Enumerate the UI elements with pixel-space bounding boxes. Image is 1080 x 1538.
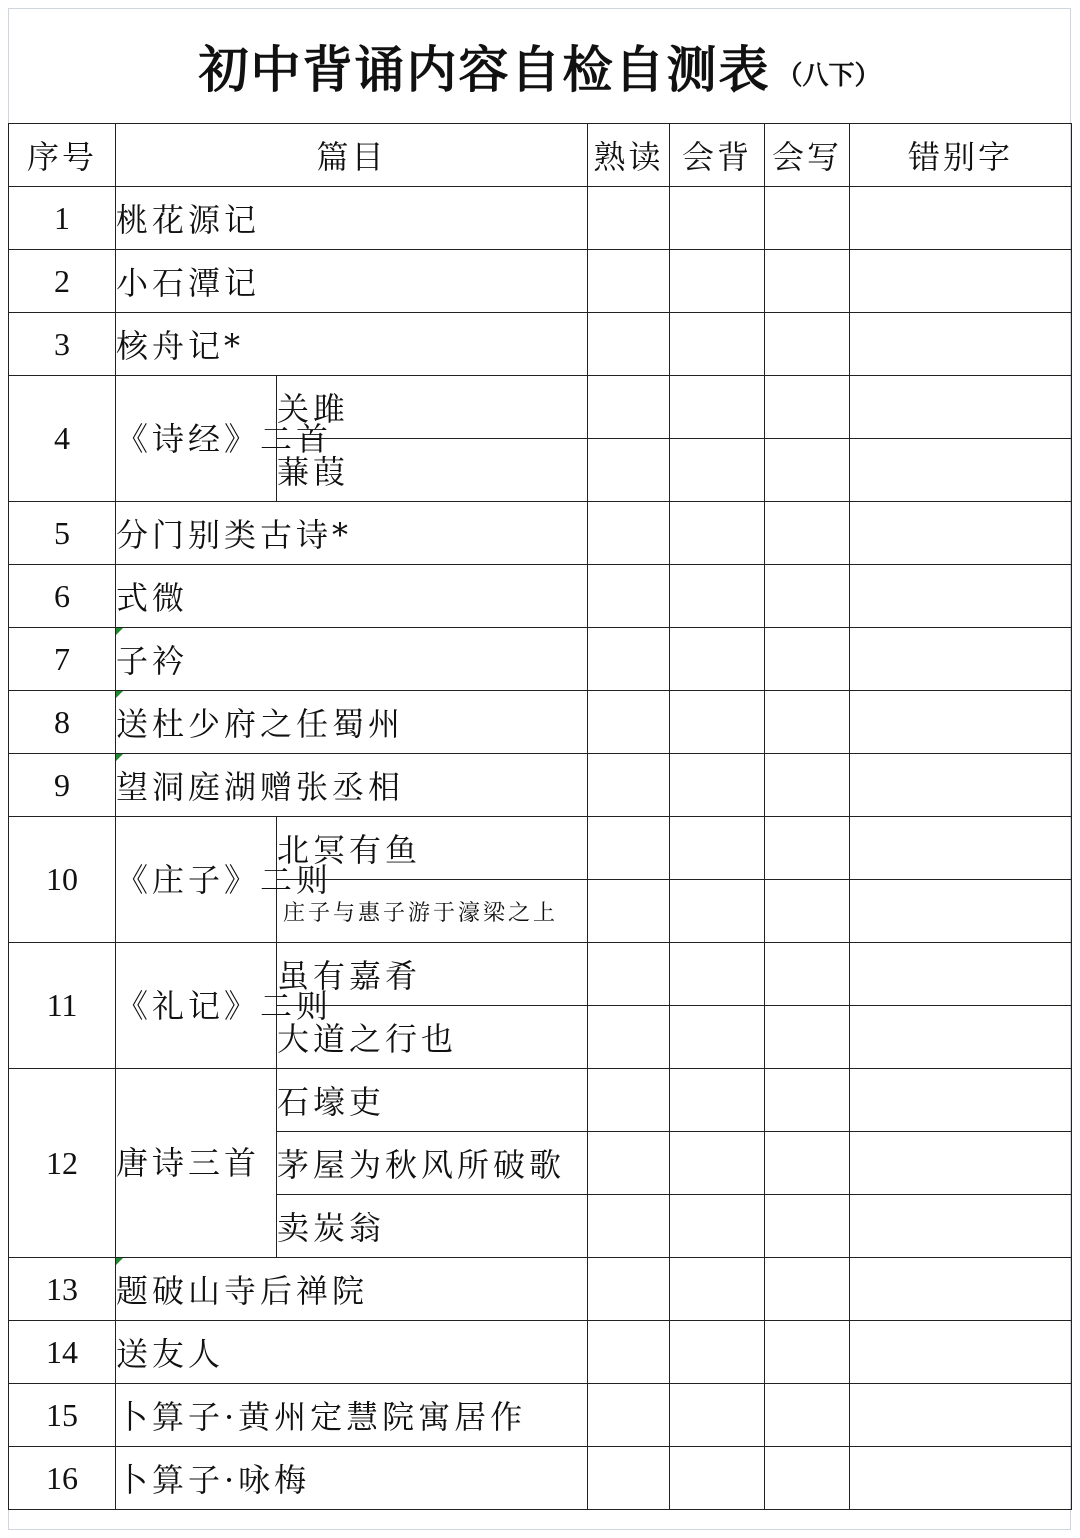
row-title: 送杜少府之任蜀州 (116, 691, 588, 754)
row-number: 12 (9, 1069, 116, 1258)
typo-cell[interactable] (850, 1321, 1072, 1384)
table-row (9, 1321, 1072, 1384)
check-read-cell[interactable] (588, 502, 670, 565)
table-row (9, 1384, 1072, 1447)
row-title: 题破山寺后禅院 (116, 1258, 588, 1321)
check-read-cell[interactable] (588, 943, 670, 1006)
row-title: 送友人 (116, 1321, 588, 1384)
sub-title: 虽有嘉肴 (277, 943, 588, 1006)
check-recite-cell[interactable] (670, 1006, 765, 1069)
typo-cell[interactable] (850, 691, 1072, 754)
check-read-cell[interactable] (588, 691, 670, 754)
check-write-cell[interactable] (765, 1132, 850, 1195)
row-number: 6 (9, 565, 116, 628)
table-row (9, 1447, 1072, 1510)
header-write: 会写 (765, 124, 850, 187)
header-index: 序号 (9, 124, 116, 187)
typo-cell[interactable] (850, 565, 1072, 628)
sub-title: 庄子与惠子游于濠梁之上 (277, 880, 588, 943)
check-read-cell[interactable] (588, 565, 670, 628)
check-write-cell[interactable] (765, 1384, 850, 1447)
header-item: 篇目 (116, 124, 588, 187)
check-read-cell[interactable] (588, 1447, 670, 1510)
check-recite-cell[interactable] (670, 628, 765, 691)
row-number: 3 (9, 313, 116, 376)
row-number: 8 (9, 691, 116, 754)
group-title: 《诗经》二首 (116, 376, 277, 502)
check-read-cell[interactable] (588, 1195, 670, 1258)
check-recite-cell[interactable] (670, 691, 765, 754)
title-main: 初中背诵内容自检自测表 (198, 40, 771, 99)
check-write-cell[interactable] (765, 1069, 850, 1132)
check-read-cell[interactable] (588, 250, 670, 313)
check-recite-cell[interactable] (670, 565, 765, 628)
typo-cell[interactable] (850, 943, 1072, 1006)
typo-cell[interactable] (850, 376, 1072, 439)
check-read-cell[interactable] (588, 439, 670, 502)
row-title: 子衿 (116, 628, 588, 691)
table-row (9, 565, 1072, 628)
typo-cell[interactable] (850, 1447, 1072, 1510)
check-write-cell[interactable] (765, 376, 850, 439)
row-number: 15 (9, 1384, 116, 1447)
group-title: 《礼记》二则 (116, 943, 277, 1069)
group-title: 唐诗三首 (116, 1069, 277, 1258)
check-write-cell[interactable] (765, 880, 850, 943)
typo-cell[interactable] (850, 1006, 1072, 1069)
table-row (9, 628, 1072, 691)
check-read-cell[interactable] (588, 817, 670, 880)
check-recite-cell[interactable] (670, 754, 765, 817)
sub-title: 大道之行也 (277, 1006, 588, 1069)
row-number: 10 (9, 817, 116, 943)
check-write-cell[interactable] (765, 439, 850, 502)
typo-cell[interactable] (850, 313, 1072, 376)
row-title: 核舟记* (116, 313, 588, 376)
typo-cell[interactable] (850, 628, 1072, 691)
table-row (9, 691, 1072, 754)
table-row (9, 250, 1072, 313)
row-title: 式微 (116, 565, 588, 628)
check-write-cell[interactable] (765, 502, 850, 565)
header-read: 熟读 (588, 124, 670, 187)
row-title: 分门别类古诗* (116, 502, 588, 565)
check-write-cell[interactable] (765, 565, 850, 628)
check-read-cell[interactable] (588, 313, 670, 376)
row-title: 桃花源记 (116, 187, 588, 250)
typo-cell[interactable] (850, 880, 1072, 943)
table-row (9, 754, 1072, 817)
check-read-cell[interactable] (588, 187, 670, 250)
check-recite-cell[interactable] (670, 1195, 765, 1258)
check-write-cell[interactable] (765, 250, 850, 313)
header-typo: 错别字 (850, 124, 1072, 187)
sub-title: 茅屋为秋风所破歌 (277, 1132, 588, 1195)
row-number: 5 (9, 502, 116, 565)
check-recite-cell[interactable] (670, 880, 765, 943)
row-title: 小石潭记 (116, 250, 588, 313)
check-recite-cell[interactable] (670, 1384, 765, 1447)
sub-title: 石壕吏 (277, 1069, 588, 1132)
row-number: 16 (9, 1447, 116, 1510)
typo-cell[interactable] (850, 817, 1072, 880)
row-number: 14 (9, 1321, 116, 1384)
check-write-cell[interactable] (765, 1258, 850, 1321)
row-number: 1 (9, 187, 116, 250)
check-read-cell[interactable] (588, 1321, 670, 1384)
check-recite-cell[interactable] (670, 502, 765, 565)
table-row (9, 943, 1072, 1006)
table-row (9, 1069, 1072, 1132)
check-recite-cell[interactable] (670, 1447, 765, 1510)
check-write-cell[interactable] (765, 1006, 850, 1069)
table-row (9, 313, 1072, 376)
check-recite-cell[interactable] (670, 817, 765, 880)
sub-title: 北冥有鱼 (277, 817, 588, 880)
check-recite-cell[interactable] (670, 187, 765, 250)
typo-cell[interactable] (850, 250, 1072, 313)
check-recite-cell[interactable] (670, 376, 765, 439)
check-recite-cell[interactable] (670, 1132, 765, 1195)
check-read-cell[interactable] (588, 880, 670, 943)
check-recite-cell[interactable] (670, 1258, 765, 1321)
check-write-cell[interactable] (765, 691, 850, 754)
check-write-cell[interactable] (765, 817, 850, 880)
check-write-cell[interactable] (765, 187, 850, 250)
typo-cell[interactable] (850, 439, 1072, 502)
typo-cell[interactable] (850, 1195, 1072, 1258)
check-read-cell[interactable] (588, 628, 670, 691)
typo-cell[interactable] (850, 1069, 1072, 1132)
check-read-cell[interactable] (588, 1258, 670, 1321)
typo-cell[interactable] (850, 1384, 1072, 1447)
check-write-cell[interactable] (765, 1447, 850, 1510)
table-row (9, 187, 1072, 250)
sub-title: 卖炭翁 (277, 1195, 588, 1258)
check-read-cell[interactable] (588, 1069, 670, 1132)
table-row (9, 817, 1072, 880)
typo-cell[interactable] (850, 1258, 1072, 1321)
row-number: 13 (9, 1258, 116, 1321)
table-row (9, 1258, 1072, 1321)
sub-title: 蒹葭 (277, 439, 588, 502)
check-read-cell[interactable] (588, 376, 670, 439)
typo-cell[interactable] (850, 754, 1072, 817)
typo-cell[interactable] (850, 1132, 1072, 1195)
row-title: 望洞庭湖赠张丞相 (116, 754, 588, 817)
row-title: 卜算子·黄州定慧院寓居作 (116, 1384, 588, 1447)
row-number: 9 (9, 754, 116, 817)
header-recite: 会背 (670, 124, 765, 187)
check-write-cell[interactable] (765, 628, 850, 691)
check-recite-cell[interactable] (670, 250, 765, 313)
check-recite-cell[interactable] (670, 313, 765, 376)
row-number: 4 (9, 376, 116, 502)
check-write-cell[interactable] (765, 1195, 850, 1258)
check-read-cell[interactable] (588, 1132, 670, 1195)
check-write-cell[interactable] (765, 943, 850, 1006)
check-write-cell[interactable] (765, 313, 850, 376)
row-number: 7 (9, 628, 116, 691)
row-title: 卜算子·咏梅 (116, 1447, 588, 1510)
row-number: 11 (9, 943, 116, 1069)
check-recite-cell[interactable] (670, 943, 765, 1006)
check-recite-cell[interactable] (670, 1321, 765, 1384)
check-recite-cell[interactable] (670, 1069, 765, 1132)
check-write-cell[interactable] (765, 754, 850, 817)
row-number: 2 (9, 250, 116, 313)
page-title (8, 8, 1071, 124)
header-row (9, 124, 1072, 187)
typo-cell[interactable] (850, 502, 1072, 565)
check-write-cell[interactable] (765, 1321, 850, 1384)
check-read-cell[interactable] (588, 1006, 670, 1069)
group-title: 《庄子》二则 (116, 817, 277, 943)
checklist-table (8, 123, 1072, 1510)
sub-title: 关雎 (277, 376, 588, 439)
table-row (9, 502, 1072, 565)
check-recite-cell[interactable] (670, 439, 765, 502)
title-subtitle: （八下） (776, 60, 881, 91)
check-read-cell[interactable] (588, 754, 670, 817)
typo-cell[interactable] (850, 187, 1072, 250)
table-row (9, 376, 1072, 439)
check-read-cell[interactable] (588, 1384, 670, 1447)
